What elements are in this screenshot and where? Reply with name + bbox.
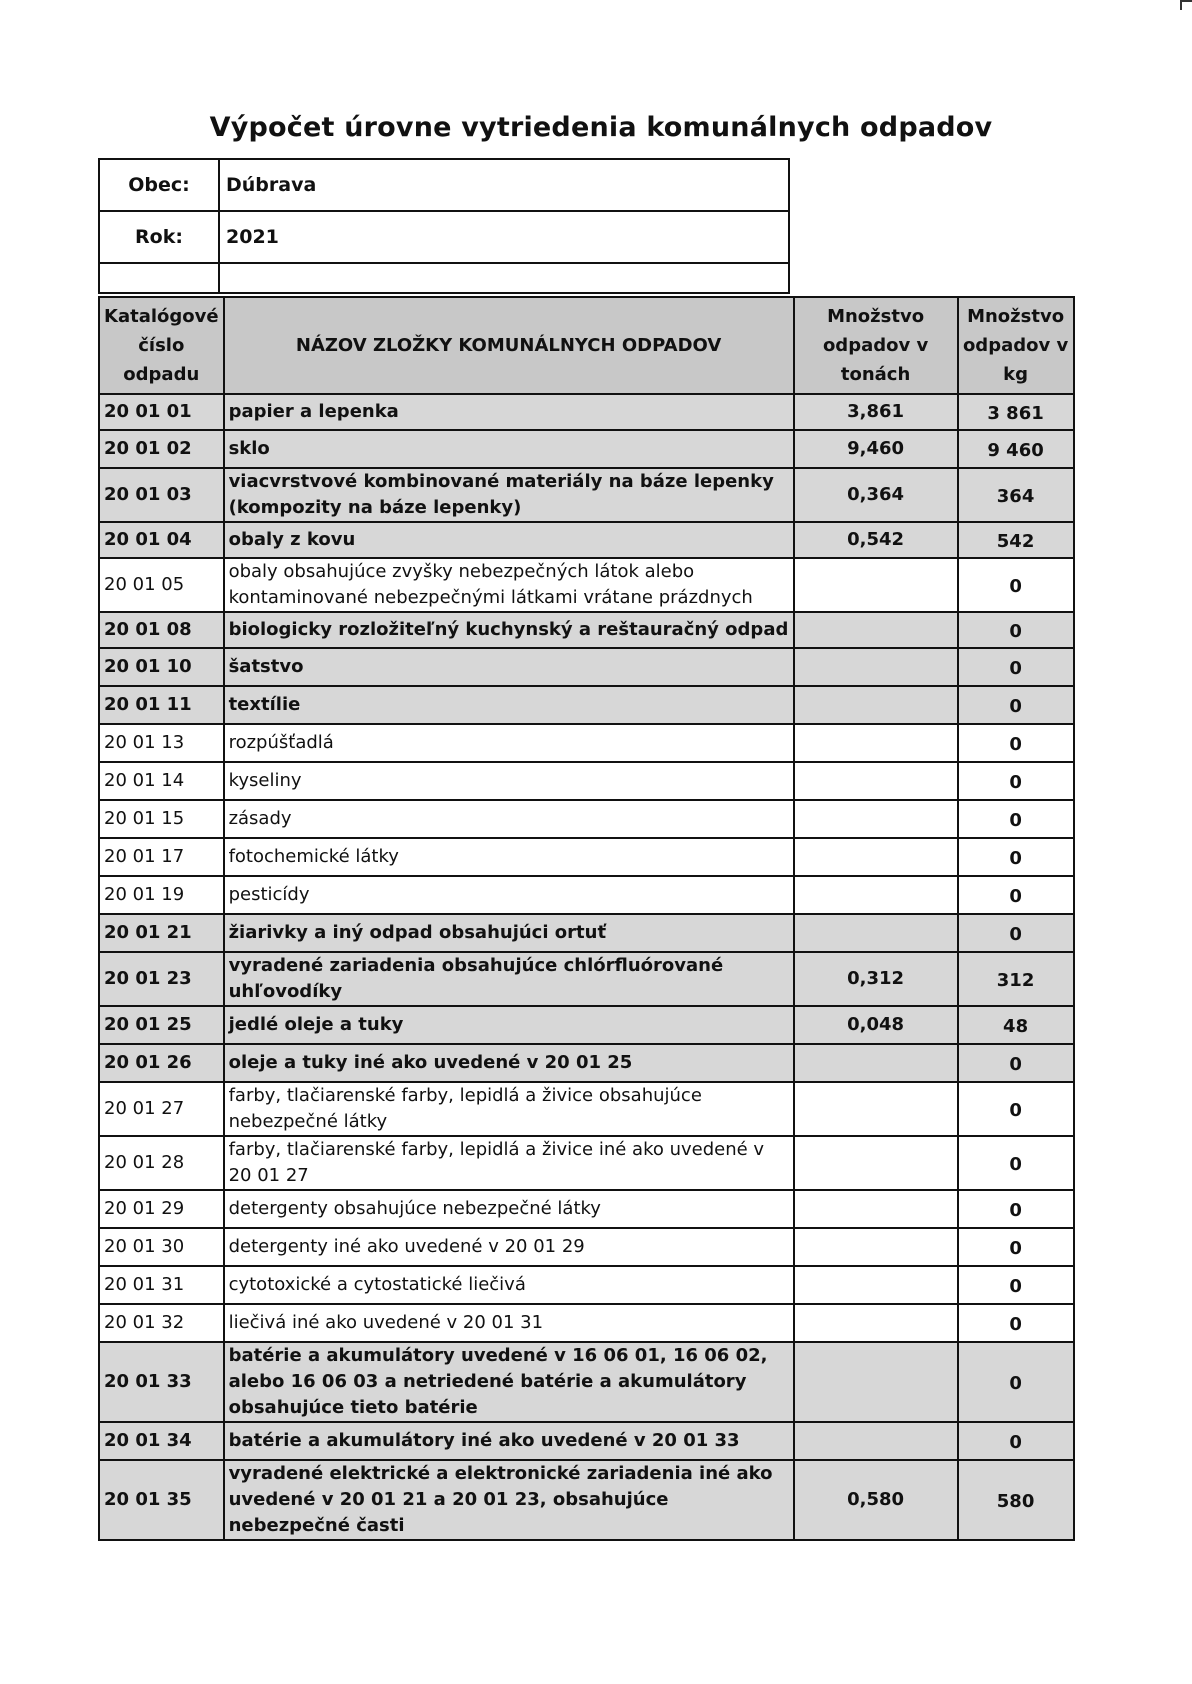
header-name: NÁZOV ZLOŽKY KOMUNÁLNYCH ODPADOV bbox=[224, 297, 794, 394]
row-kg-cell: 0 bbox=[958, 1422, 1074, 1460]
row-code-cell: 20 01 25 bbox=[99, 1006, 224, 1044]
table-row bbox=[99, 1460, 1074, 1540]
row-name-cell: batérie a akumulátory uvedené v 16 06 01, 16 06 02, alebo 16 06 03 a netriedené batérie a akumulátory obsahujúce tieto batérie bbox=[224, 1342, 794, 1422]
row-kg-cell: 0 bbox=[958, 838, 1074, 876]
row-tons-cell bbox=[794, 1304, 958, 1342]
row-code-cell: 20 01 28 bbox=[99, 1136, 224, 1190]
row-code-cell: 20 01 23 bbox=[99, 952, 224, 1006]
waste-table bbox=[98, 296, 1075, 1541]
row-name-cell: obaly obsahujúce zvyšky nebezpečných látok alebo kontaminované nebezpečnými látkami vrátane prázdnych bbox=[224, 558, 794, 612]
blank-cell bbox=[219, 263, 789, 293]
table-row bbox=[99, 762, 1074, 800]
row-name-cell: sklo bbox=[224, 430, 794, 468]
row-code-cell: 20 01 21 bbox=[99, 914, 224, 952]
row-code-cell: 20 01 26 bbox=[99, 1044, 224, 1082]
row-kg-cell: 0 bbox=[958, 1136, 1074, 1190]
header-kg: Množstvo odpadov v kg bbox=[958, 297, 1074, 394]
row-name-cell: biologicky rozložiteľný kuchynský a reštauračný odpad bbox=[224, 612, 794, 648]
table-row bbox=[99, 686, 1074, 724]
row-tons-cell: 9,460 bbox=[794, 430, 958, 468]
row-tons-cell bbox=[794, 1190, 958, 1228]
row-tons-cell bbox=[794, 1342, 958, 1422]
row-kg-cell: 0 bbox=[958, 1082, 1074, 1136]
row-tons-cell bbox=[794, 1136, 958, 1190]
table-row bbox=[99, 1304, 1074, 1342]
row-kg-cell: 9 460 bbox=[958, 430, 1074, 468]
info-row-obec bbox=[99, 159, 789, 211]
row-tons-cell: 0,312 bbox=[794, 952, 958, 1006]
row-kg-cell: 0 bbox=[958, 762, 1074, 800]
obec-value: Dúbrava bbox=[219, 159, 789, 211]
row-kg-cell: 0 bbox=[958, 612, 1074, 648]
table-row bbox=[99, 838, 1074, 876]
municipality-info-table bbox=[98, 158, 790, 294]
row-name-cell: šatstvo bbox=[224, 648, 794, 686]
row-kg-cell: 48 bbox=[958, 1006, 1074, 1044]
table-body bbox=[99, 394, 1074, 1540]
row-code-cell: 20 01 32 bbox=[99, 1304, 224, 1342]
row-name-cell: detergenty iné ako uvedené v 20 01 29 bbox=[224, 1228, 794, 1266]
row-name-cell: žiarivky a iný odpad obsahujúci ortuť bbox=[224, 914, 794, 952]
row-name-cell: vyradené zariadenia obsahujúce chlórfluórované uhľovodíky bbox=[224, 952, 794, 1006]
row-tons-cell bbox=[794, 558, 958, 612]
row-name-cell: viacvrstvové kombinované materiály na báze lepenky (kompozity na báze lepenky) bbox=[224, 468, 794, 522]
row-kg-cell: 542 bbox=[958, 522, 1074, 558]
obec-label: Obec: bbox=[99, 159, 219, 211]
row-code-cell: 20 01 30 bbox=[99, 1228, 224, 1266]
row-code-cell: 20 01 04 bbox=[99, 522, 224, 558]
row-kg-cell: 0 bbox=[958, 1044, 1074, 1082]
row-kg-cell: 580 bbox=[958, 1460, 1074, 1540]
row-name-cell: rozpúšťadlá bbox=[224, 724, 794, 762]
row-tons-cell: 3,861 bbox=[794, 394, 958, 430]
info-row-rok bbox=[99, 211, 789, 263]
scan-corner-mark bbox=[1180, 0, 1192, 10]
row-name-cell: batérie a akumulátory iné ako uvedené v 20 01 33 bbox=[224, 1422, 794, 1460]
row-tons-cell bbox=[794, 1044, 958, 1082]
row-tons-cell: 0,542 bbox=[794, 522, 958, 558]
row-tons-cell bbox=[794, 838, 958, 876]
table-row bbox=[99, 1082, 1074, 1136]
row-tons-cell bbox=[794, 762, 958, 800]
row-name-cell: papier a lepenka bbox=[224, 394, 794, 430]
header-code: Katalógové číslo odpadu bbox=[99, 297, 224, 394]
table-row bbox=[99, 558, 1074, 612]
row-name-cell: fotochemické látky bbox=[224, 838, 794, 876]
header-tons: Množstvo odpadov v tonách bbox=[794, 297, 958, 394]
row-code-cell: 20 01 27 bbox=[99, 1082, 224, 1136]
row-kg-cell: 0 bbox=[958, 1228, 1074, 1266]
row-tons-cell: 0,580 bbox=[794, 1460, 958, 1540]
document-title: Výpočet úrovne vytriedenia komunálnych odpadov bbox=[209, 112, 993, 143]
table-row bbox=[99, 1266, 1074, 1304]
table-row bbox=[99, 952, 1074, 1006]
table-row bbox=[99, 522, 1074, 558]
table-row bbox=[99, 1342, 1074, 1422]
row-code-cell: 20 01 29 bbox=[99, 1190, 224, 1228]
row-code-cell: 20 01 01 bbox=[99, 394, 224, 430]
rok-label: Rok: bbox=[99, 211, 219, 263]
row-code-cell: 20 01 14 bbox=[99, 762, 224, 800]
table-row bbox=[99, 914, 1074, 952]
row-tons-cell bbox=[794, 914, 958, 952]
row-name-cell: detergenty obsahujúce nebezpečné látky bbox=[224, 1190, 794, 1228]
row-name-cell: cytotoxické a cytostatické liečivá bbox=[224, 1266, 794, 1304]
table-row bbox=[99, 394, 1074, 430]
row-kg-cell: 0 bbox=[958, 914, 1074, 952]
row-kg-cell: 3 861 bbox=[958, 394, 1074, 430]
table-row bbox=[99, 800, 1074, 838]
row-name-cell: farby, tlačiarenské farby, lepidlá a živice iné ako uvedené v 20 01 27 bbox=[224, 1136, 794, 1190]
row-tons-cell: 0,048 bbox=[794, 1006, 958, 1044]
table-row bbox=[99, 648, 1074, 686]
row-code-cell: 20 01 35 bbox=[99, 1460, 224, 1540]
row-kg-cell: 0 bbox=[958, 1190, 1074, 1228]
row-name-cell: textílie bbox=[224, 686, 794, 724]
table-row bbox=[99, 724, 1074, 762]
row-name-cell: farby, tlačiarenské farby, lepidlá a živice obsahujúce nebezpečné látky bbox=[224, 1082, 794, 1136]
row-code-cell: 20 01 34 bbox=[99, 1422, 224, 1460]
info-row-blank bbox=[99, 263, 789, 293]
row-tons-cell bbox=[794, 1422, 958, 1460]
row-kg-cell: 0 bbox=[958, 724, 1074, 762]
row-code-cell: 20 01 33 bbox=[99, 1342, 224, 1422]
table-header-row bbox=[99, 297, 1074, 394]
row-kg-cell: 0 bbox=[958, 876, 1074, 914]
row-code-cell: 20 01 13 bbox=[99, 724, 224, 762]
table-row bbox=[99, 468, 1074, 522]
row-name-cell: zásady bbox=[224, 800, 794, 838]
table-row bbox=[99, 1044, 1074, 1082]
row-kg-cell: 312 bbox=[958, 952, 1074, 1006]
table-row bbox=[99, 1136, 1074, 1190]
row-name-cell: kyseliny bbox=[224, 762, 794, 800]
row-kg-cell: 0 bbox=[958, 686, 1074, 724]
row-tons-cell bbox=[794, 876, 958, 914]
row-kg-cell: 0 bbox=[958, 800, 1074, 838]
table-row bbox=[99, 430, 1074, 468]
table-row bbox=[99, 1006, 1074, 1044]
row-kg-cell: 0 bbox=[958, 648, 1074, 686]
row-name-cell: jedlé oleje a tuky bbox=[224, 1006, 794, 1044]
rok-value: 2021 bbox=[219, 211, 789, 263]
blank-cell bbox=[99, 263, 219, 293]
row-code-cell: 20 01 11 bbox=[99, 686, 224, 724]
row-code-cell: 20 01 31 bbox=[99, 1266, 224, 1304]
row-code-cell: 20 01 19 bbox=[99, 876, 224, 914]
row-kg-cell: 0 bbox=[958, 1266, 1074, 1304]
table-row bbox=[99, 1228, 1074, 1266]
row-tons-cell bbox=[794, 1082, 958, 1136]
row-code-cell: 20 01 08 bbox=[99, 612, 224, 648]
row-tons-cell bbox=[794, 1266, 958, 1304]
row-tons-cell bbox=[794, 686, 958, 724]
row-code-cell: 20 01 05 bbox=[99, 558, 224, 612]
row-tons-cell bbox=[794, 648, 958, 686]
row-name-cell: obaly z kovu bbox=[224, 522, 794, 558]
row-tons-cell bbox=[794, 724, 958, 762]
row-code-cell: 20 01 17 bbox=[99, 838, 224, 876]
row-tons-cell: 0,364 bbox=[794, 468, 958, 522]
row-tons-cell bbox=[794, 1228, 958, 1266]
row-name-cell: pesticídy bbox=[224, 876, 794, 914]
row-kg-cell: 0 bbox=[958, 1342, 1074, 1422]
row-name-cell: vyradené elektrické a elektronické zariadenia iné ako uvedené v 20 01 21 a 20 01 23, obsahujúce nebezpečné časti bbox=[224, 1460, 794, 1540]
row-kg-cell: 364 bbox=[958, 468, 1074, 522]
row-code-cell: 20 01 02 bbox=[99, 430, 224, 468]
row-tons-cell bbox=[794, 800, 958, 838]
table-row bbox=[99, 876, 1074, 914]
row-tons-cell bbox=[794, 612, 958, 648]
row-name-cell: oleje a tuky iné ako uvedené v 20 01 25 bbox=[224, 1044, 794, 1082]
row-kg-cell: 0 bbox=[958, 558, 1074, 612]
table-row bbox=[99, 612, 1074, 648]
row-code-cell: 20 01 10 bbox=[99, 648, 224, 686]
row-code-cell: 20 01 03 bbox=[99, 468, 224, 522]
table-row bbox=[99, 1422, 1074, 1460]
row-name-cell: liečivá iné ako uvedené v 20 01 31 bbox=[224, 1304, 794, 1342]
table-row bbox=[99, 1190, 1074, 1228]
row-code-cell: 20 01 15 bbox=[99, 800, 224, 838]
row-kg-cell: 0 bbox=[958, 1304, 1074, 1342]
